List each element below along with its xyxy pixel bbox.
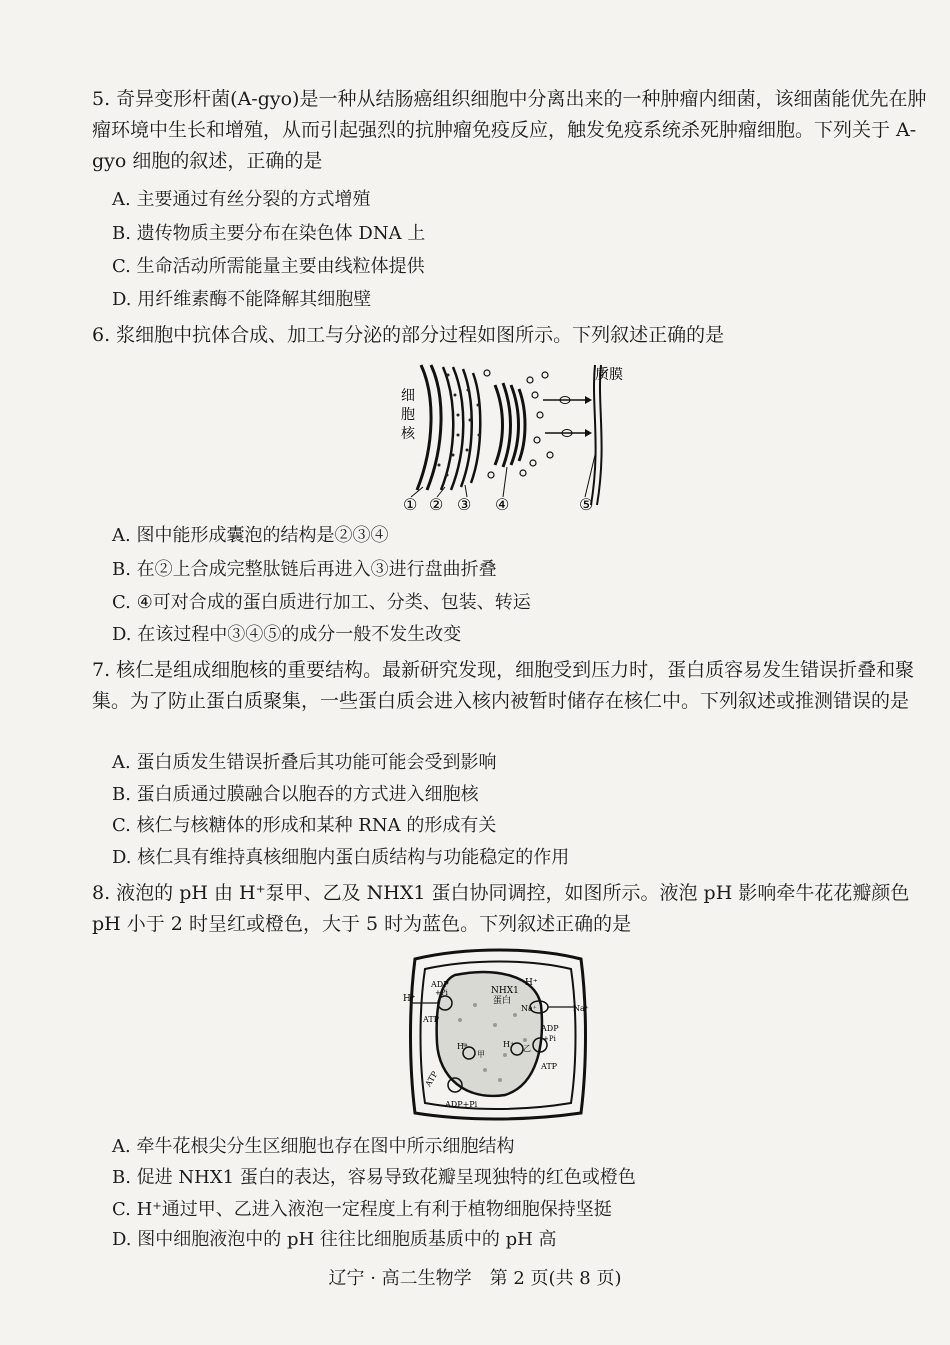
vacuole-ph-diagram (405, 945, 590, 1123)
q7-option-c: C. 核仁与核糖体的形成和某种 RNA 的形成有关 (112, 815, 497, 836)
nucleus-label-2: 胞 (401, 407, 415, 423)
atp-label-1: ATP (423, 1015, 440, 1024)
q5-option-c: C. 生命活动所需能量主要由线粒体提供 (112, 256, 425, 277)
h-label-2: H⁺ (525, 978, 538, 988)
atp-label-2: ATP (541, 1062, 558, 1071)
adp-label-2: ADP (541, 1024, 559, 1033)
q5-option-b: B. 遗传物质主要分布在染色体 DNA 上 (112, 223, 426, 244)
marker-1: ① (403, 495, 418, 514)
q6-stem: 6. 浆细胞中抗体合成、加工与分泌的部分过程如图所示。下列叙述正确的是 (92, 324, 725, 346)
marker-2: ② (429, 495, 444, 514)
q7-option-a: A. 蛋白质发生错误折叠后其功能可能会受到影响 (112, 752, 497, 773)
pi-label-1: +Pi (435, 989, 448, 997)
adp-pi-label-3: ADP+Pi (445, 1100, 478, 1109)
q7-stem: 7. 核仁是组成细胞核的重要结构。最新研究发现，细胞受到压力时，蛋白质容易发生错误折叠和聚集。为了防止蛋白质聚集，一些蛋白质会进入核内被暂时储存在核仁中。下列叙述或推测错误的是 (92, 659, 915, 712)
nucleus-label-3: 核 (401, 426, 415, 442)
antibody-secretion-diagram (395, 355, 625, 517)
yi-label: 乙 (523, 1044, 531, 1053)
nucleus-label-1: 细 (401, 388, 415, 404)
h-label-4: H⁺ (503, 1040, 515, 1049)
q6-option-c: C. ④可对合成的蛋白质进行加工、分类、包装、转运 (112, 592, 531, 613)
nhx1-label: NHX1 (491, 986, 519, 996)
plasma-membrane-label: 质膜 (595, 367, 623, 383)
adp-label-1: ADP (431, 980, 449, 989)
q8-option-b: B. 促进 NHX1 蛋白的表达，容易导致花瓣呈现独特的红色或橙色 (112, 1167, 636, 1188)
q5-option-d: D. 用纤维素酶不能降解其细胞壁 (112, 289, 372, 310)
q8-option-a: A. 牵牛花根尖分生区细胞也存在图中所示细胞结构 (112, 1136, 515, 1157)
marker-4: ④ (495, 495, 510, 514)
q6-option-b: B. 在②上合成完整肽链后再进入③进行盘曲折叠 (112, 559, 497, 580)
na-out-label: Na⁺ (573, 1004, 589, 1013)
q8-option-d: D. 图中细胞液泡中的 pH 往往比细胞质基质中的 pH 高 (112, 1229, 557, 1250)
marker-3: ③ (457, 495, 472, 514)
q7-option-d: D. 核仁具有维持真核细胞内蛋白质结构与功能稳定的作用 (112, 847, 570, 868)
q8-stem: 8. 液泡的 pH 由 H⁺泵甲、乙及 NHX1 蛋白协同调控，如图所示。液泡 pH 影响牵牛花花瓣颜色 pH 小于 2 时呈红或橙色，大于 5 时为蓝色。下列叙述正确的是 (92, 882, 910, 935)
h-label-3: H⁺ (457, 1042, 469, 1051)
q5-stem: 5. 奇异变形杆菌(A-gyo)是一种从结肠癌组织细胞中分离出来的一种肿瘤内细菌，该细菌能优先在肿瘤环境中生长和增殖，从而引起强烈的抗肿瘤免疫反应，触发免疫系统杀死肿瘤细胞。下列关于 A-gyo 细胞的叙述，正确的是 (92, 88, 927, 172)
atp-label-3: ATP (423, 1069, 440, 1089)
q8-option-c: C. H⁺通过甲、乙进入液泡一定程度上有利于植物细胞保持坚挺 (112, 1199, 612, 1220)
q7-option-b: B. 蛋白质通过膜融合以胞吞的方式进入细胞核 (112, 784, 479, 805)
h-out-label: H⁺ (403, 994, 416, 1004)
pi-label-2: +Pi (543, 1035, 556, 1043)
marker-5: ⑤ (579, 495, 594, 514)
q5-option-a: A. 主要通过有丝分裂的方式增殖 (112, 189, 371, 210)
page-footer: 辽宁 · 高二生物学 第 2 页(共 8 页) (328, 1268, 622, 1289)
na-in-label: Na⁺ (521, 1004, 537, 1013)
q6-option-a: A. 图中能形成囊泡的结构是②③④ (112, 525, 389, 546)
q6-option-d: D. 在该过程中③④⑤的成分一般不发生改变 (112, 624, 462, 645)
nhx1-protein-label: 蛋白 (493, 996, 512, 1006)
jia-label: 甲 (477, 1050, 485, 1059)
